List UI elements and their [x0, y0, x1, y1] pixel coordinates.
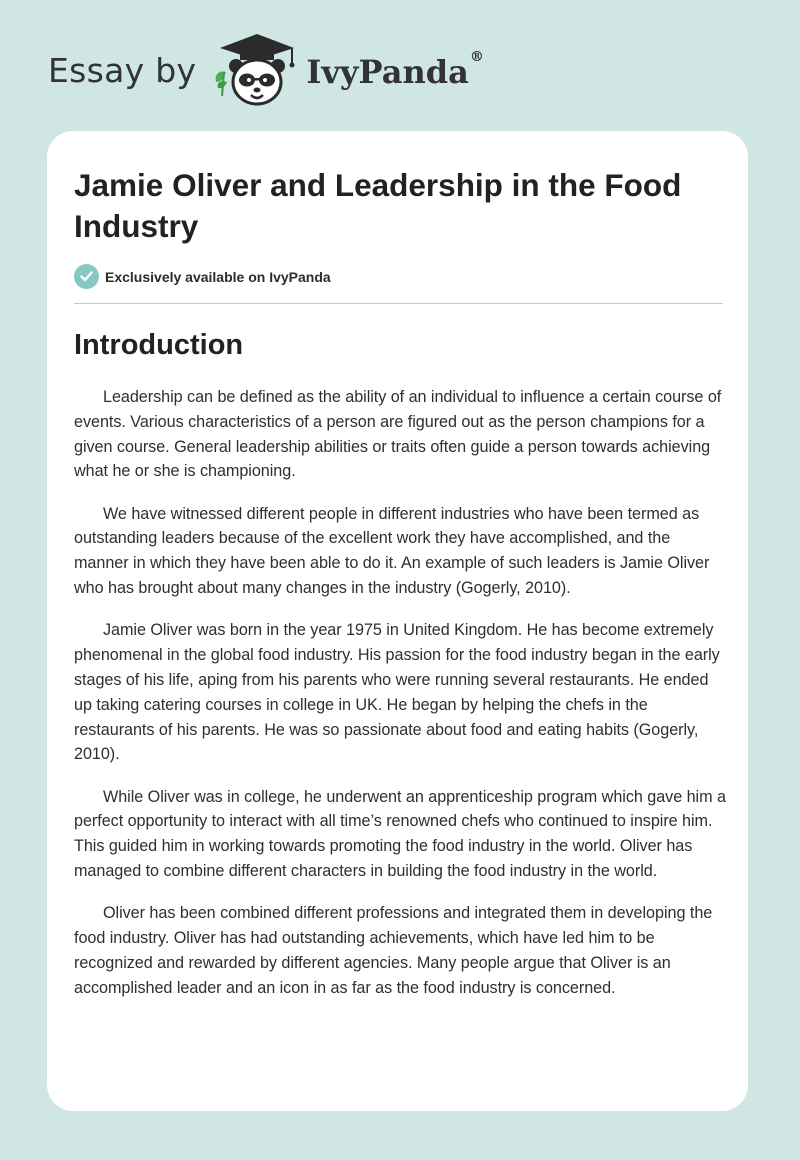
essay-by-label: Essay by [48, 50, 197, 90]
paragraph-5: Oliver has been combined different professions and integrated them in developing the food industry. Oliver has had outstanding achievements, which have led him to be recognized and rewarded by different agencies. Many people argue that Oliver is an accomplished leader and an icon in as far as the food industry is concerned. [74, 904, 713, 997]
essay-card [47, 131, 748, 1111]
paragraph-1: Leadership can be defined as the ability of an individual to influence a certain course of events. Various characteristics of a person are figured out as the person champions for a given course. General leadership abilities or traits often guide a person towards achieving what he or she is championing. [74, 388, 722, 481]
essay-body [74, 385, 726, 1018]
site-header [48, 30, 748, 110]
essay-title: Jamie Oliver and Leadership in the Food Industry [74, 167, 682, 244]
exclusive-badge-text: Exclusively available on IvyPanda [105, 268, 331, 285]
check-circle-icon [74, 264, 99, 289]
paragraph-4: While Oliver was in college, he underwent an apprenticeship program which gave him a perfect opportunity to interact with all time’s renowned chefs who continued to inspire him. This guided him in working towards promoting the food industry in the world. Oliver has managed to combine different characters in building the food industry in the world. [74, 787, 726, 881]
exclusive-badge [74, 264, 331, 289]
registered-mark: ® [469, 49, 484, 65]
panda-logo-icon [212, 30, 302, 110]
paragraph-2: We have witnessed different people in different industries who have been termed as outstanding leaders because of the excellent work they have accomplished, and the manner in which they have been able to do it. An example of such leaders is Jamie Oliver who has brought about many changes in the industry (Gogerly, 2010). [74, 504, 710, 598]
divider [74, 303, 723, 304]
brand-name: IvyPanda® [306, 49, 484, 91]
section-heading: Introduction [74, 329, 244, 361]
paragraph-3: Jamie Oliver was born in the year 1975 in United Kingdom. He has become extremely phenomenal in the global food industry. His passion for the food industry began in the early stages of his life, aping from his parents who were running several restaurants. He ended up taking catering courses in college in UK. He began by helping the chefs in the restaurants of his parents. He was so passionate about food and eating habits (Gogerly, 2010). [74, 621, 720, 764]
